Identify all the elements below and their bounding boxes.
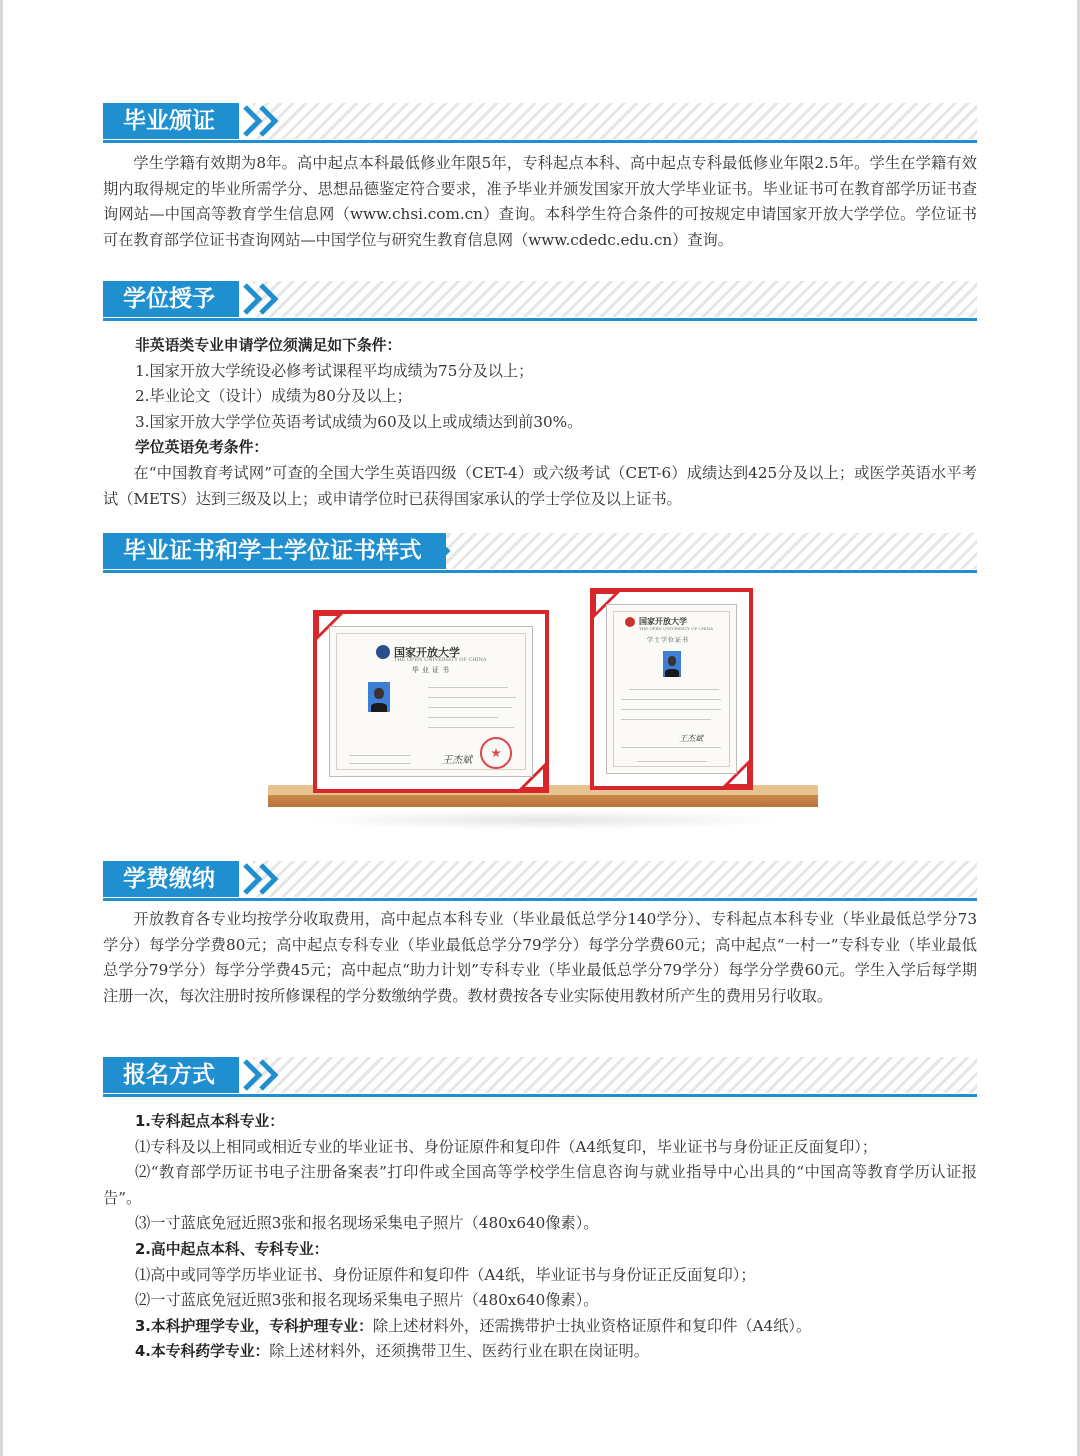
header-stripes (423, 533, 977, 569)
section-title: 学费缴纳 (103, 861, 239, 897)
enroll-group-heading: 2.高中起点本科、专科专业： (135, 1240, 329, 1258)
official-seal-icon (480, 737, 512, 769)
student-photo (663, 651, 681, 677)
header-rule (103, 1094, 977, 1097)
shelf-front (268, 795, 818, 807)
enroll-group-3 (135, 1314, 977, 1340)
graduation-certificate-sample (313, 610, 549, 793)
certificate-paper (606, 604, 737, 774)
header-stripes (253, 861, 977, 897)
enroll-group-heading: 4.本专科药学专业： (135, 1343, 270, 1361)
cert-university-en: THE OPEN UNIVERSITY OF CHINA (639, 626, 714, 631)
enroll-item: ⑴专科及以上相同或相近专业的毕业证书、身份证原件和复印件（A4纸复印，毕业证书与身份证正反面复印）； (135, 1137, 878, 1156)
section-title: 毕业颁证 (103, 103, 239, 139)
chevron-double-right-icon (241, 103, 287, 139)
cert-doc-title: 学士学位证书 (647, 637, 690, 644)
enroll-item: ⑴高中或同等学历毕业证书、身份证原件和复印件（A4纸，毕业证书与身份证正反面复印）； (135, 1265, 756, 1284)
header-stripes (253, 103, 977, 139)
enroll-item: ⑵一寸蓝底免冠近照3张和报名现场采集电子照片（480x640像素）。 (135, 1291, 599, 1310)
enroll-group-4 (135, 1339, 977, 1365)
enroll-group-heading: 1.专科起点本科专业： (135, 1113, 285, 1130)
section-graduation (103, 103, 977, 253)
header-stripes (253, 1057, 977, 1093)
page-edge-left (0, 0, 3, 1456)
degree-certificate-sample (590, 588, 753, 790)
degree-condition-item: 3.国家开放大学学位英语考试成绩为60及以上或成绩达到前30%。 (135, 412, 583, 431)
exempt-text: 在“中国教育考试网”可查的全国大学生英语四级（CET-4）或六级考试（CET-6）成绩达到425分及以上；或医学英语水平考试（METS）达到三级及以上；或申请学位时已获得国家承认的学士学位及以上证书。 (103, 463, 977, 508)
section-header (103, 533, 977, 573)
chevron-double-right-icon (241, 1057, 287, 1093)
section-degree (103, 281, 977, 512)
section-enroll (103, 1057, 977, 1365)
degree-conditions-heading: 非英语类专业申请学位须满足如下条件： (135, 337, 402, 354)
president-signature: 王杰斌 (442, 755, 472, 766)
enroll-item: ⑶一寸蓝底免冠近照3张和报名现场采集电子照片（480x640像素）。 (135, 1214, 599, 1233)
section-title: 报名方式 (103, 1057, 239, 1093)
enroll-item: ⑵“教育部学历证书电子注册备案表”打印件或全国高等学校学生信息咨询与就业指导中心出具的“中国高等教育学历认证报告”。 (103, 1163, 977, 1207)
header-rule (103, 570, 977, 573)
student-photo (368, 682, 390, 712)
section-header (103, 103, 977, 143)
chevron-double-right-icon (413, 533, 459, 569)
enroll-group-text: 除上述材料外，还须携带卫生、医药行业在职在岗证明。 (269, 1342, 649, 1361)
header-stripes (253, 281, 977, 317)
enroll-group-text: 除上述材料外，还需携带护士执业资格证原件和复印件（A4纸）。 (372, 1316, 812, 1335)
section-samples (103, 533, 977, 573)
university-logo-icon (625, 617, 635, 627)
cert-university-name: 国家开放大学 (394, 646, 460, 659)
section-header (103, 281, 977, 321)
cert-university-name: 国家开放大学 (639, 617, 687, 626)
section-title: 学位授予 (103, 281, 239, 317)
cert-university-en: THE OPEN UNIVERSITY OF CHINA (394, 657, 487, 663)
enroll-group-heading: 3.本科护理学专业，专科护理专业： (135, 1317, 373, 1335)
president-signature: 王杰斌 (679, 734, 703, 743)
certificate-paper (329, 626, 533, 777)
section-header (103, 1057, 977, 1097)
header-rule (103, 318, 977, 321)
degree-condition-item: 2.毕业论文（设计）成绩为80分及以上； (135, 387, 412, 406)
header-rule (103, 140, 977, 143)
cert-doc-title: 毕业证书 (412, 666, 452, 674)
exempt-heading: 学位英语免考条件： (135, 439, 269, 457)
shelf-shadow (300, 810, 790, 830)
chevron-double-right-icon (241, 861, 287, 897)
section-title: 毕业证书和学士学位证书样式 (103, 533, 446, 569)
section-tuition (103, 861, 977, 1009)
graduation-text: 学生学籍有效期为8年。高中起点本科最低修业年限5年，专科起点本科、高中起点专科最低修业年限2.5年。学生在学籍有效期内取得规定的毕业所需学分、思想品德鉴定符合要求，准予毕业并颁发国家开放大学毕业证书。毕业证书可在教育部学历证书查询网站—中国高等教育学生信息网（www.chsi.com.cn）查询。本科学生符合条件的可按规定申请国家开放大学学位。学位证书可在教育部学位证书查询网站—中国学位与研究生教育信息网（www.cdedc.edu.cn）查询。 (103, 154, 977, 249)
degree-condition-item: 1.国家开放大学统设必修考试课程平均成绩为75分及以上； (135, 361, 534, 380)
university-logo-icon (376, 645, 390, 659)
section-header (103, 861, 977, 901)
header-rule (103, 898, 977, 901)
tuition-text: 开放教育各专业均按学分收取费用，高中起点本科专业（毕业最低总学分140学分）、专科起点本科专业（毕业最低总学分73学分）每学分学费80元；高中起点专科专业（毕业最低总学分79学分）每学分学费60元；高中起点“一村一”专科专业（毕业最低总学分79学分）每学分学费45元；高中起点“助力计划”专科专业（毕业最低总学分79学分）每学分学费60元。学生入学后每学期注册一次，每次注册时按所修课程的学分数缴纳学费。教材费按各专业实际使用教材所产生的费用另行收取。 (103, 910, 977, 1005)
chevron-double-right-icon (241, 281, 287, 317)
